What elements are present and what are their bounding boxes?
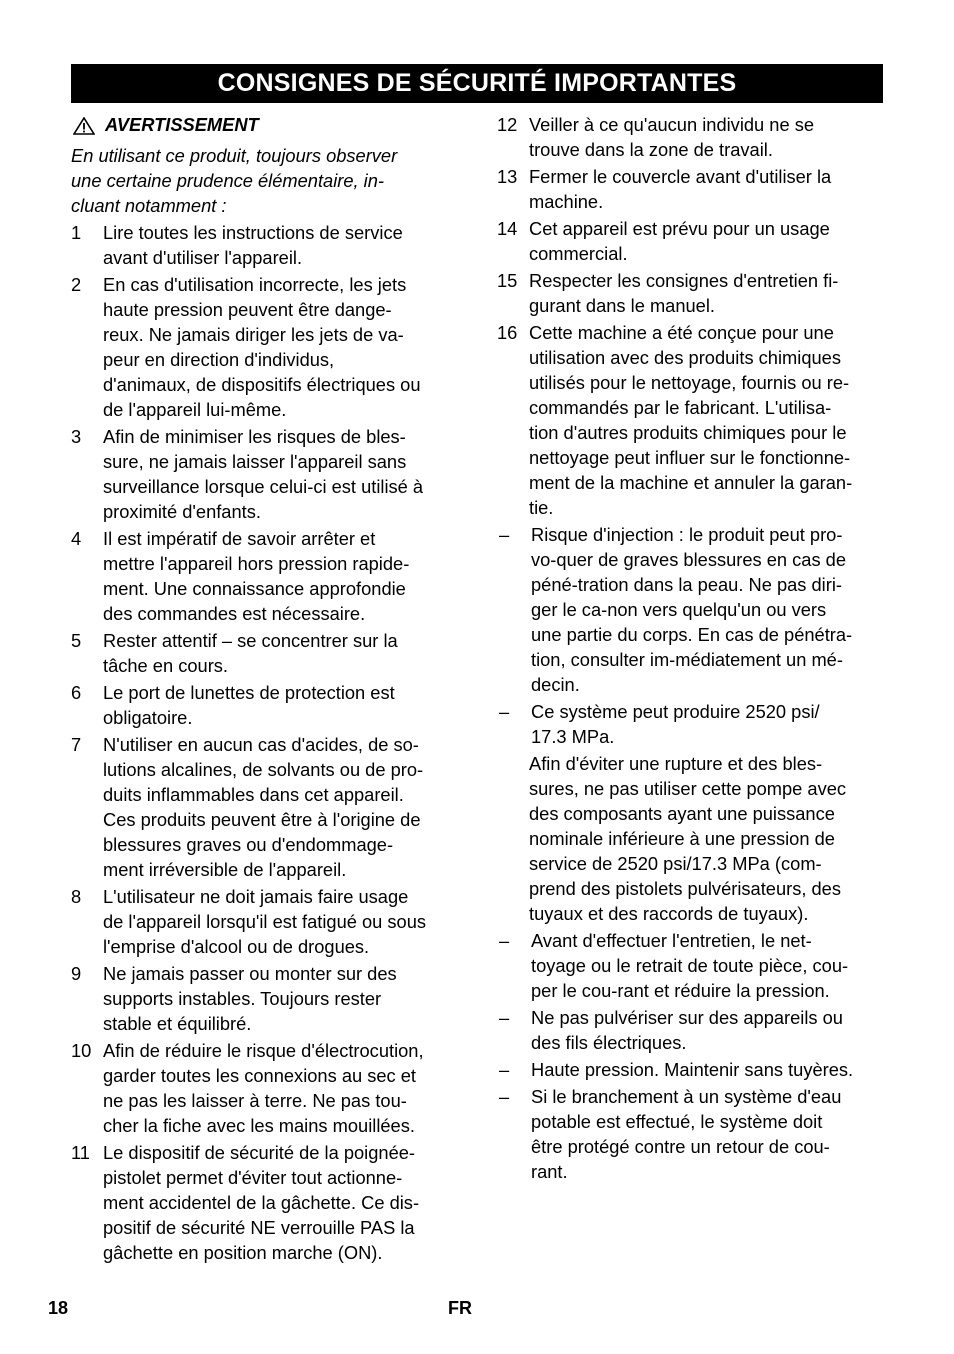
item-text: Haute pression. Maintenir sans tuyères. — [531, 1059, 854, 1080]
dash-item-list — [497, 522, 889, 1184]
list-item — [71, 680, 463, 730]
item-text: Ne pas pulvériser sur des appareils ou des fils électriques. — [531, 1007, 843, 1053]
item-number: 2 — [71, 274, 82, 295]
dash-bullet: – — [499, 524, 510, 545]
item-number: 1 — [71, 222, 82, 243]
dash-bullet: – — [499, 930, 510, 951]
item-text: Rester attentif – se concentrer sur la tâche en cours. — [103, 630, 398, 676]
warning-intro: En utilisant ce produit, toujours observer une certaine prudence élémentaire, in- cluant notamment : — [71, 145, 398, 216]
warning-triangle-icon — [73, 116, 95, 134]
item-text: Cette machine a été conçue pour une utilisation avec des produits chimiques utilisés pour le nettoyage, fournis ou re- commandés par le fabricant. L'utilisa- tion d'autres produits chimiques pour le nettoyage peut influer sur le fonctionne- ment de la machine et annuler la garan- tie. — [529, 322, 853, 518]
item-number: 3 — [71, 426, 82, 447]
list-item — [497, 268, 889, 318]
list-item — [71, 1140, 463, 1265]
dash-item — [497, 522, 889, 697]
list-item — [71, 732, 463, 882]
dash-item — [497, 1084, 889, 1184]
dash-bullet: – — [499, 701, 510, 722]
item-text: Ne jamais passer ou monter sur des supports instables. Toujours rester stable et équilibré. — [103, 963, 397, 1034]
dash-bullet: – — [499, 1059, 510, 1080]
item-text: En cas d'utilisation incorrecte, les jets haute pression peuvent être dange- reux. Ne jamais diriger les jets de va- peur en direction d'individus, d'animaux, de dispositifs électriques ou de l'appareil lui-même. — [103, 274, 421, 420]
item-text: Afin de minimiser les risques de bles- sure, ne jamais laisser l'appareil sans surveillance lorsque celui-ci est utilisé à proximité d'enfants. — [103, 426, 424, 522]
item-text: Lire toutes les instructions de service avant d'utiliser l'appareil. — [103, 222, 403, 268]
item-number: 10 — [71, 1040, 92, 1061]
item-number: 13 — [497, 166, 518, 187]
item-number: 12 — [497, 114, 518, 135]
item-text: Si le branchement à un système d'eau potable est effectué, le système doit être protégé contre un retour de cou- rant. — [531, 1086, 842, 1182]
right-column — [497, 112, 889, 1184]
list-item — [71, 272, 463, 422]
item-text: Avant d'effectuer l'entretien, le net- toyage ou le retrait de toute pièce, cou- per le cou-rant et réduire la pression. — [531, 930, 849, 1001]
list-item — [71, 220, 463, 270]
item-number: 16 — [497, 322, 518, 343]
item-text: Risque d'injection : le produit peut pro- vo-quer de graves blessures en cas de péné-tration dans la peau. Ne pas diri- ger le ca-non vers quelqu'un ou vers une partie du corps. En cas de pénétra- tion, consulter im-médiatement un mé- decin. — [531, 524, 853, 695]
warning-label: AVERTISSEMENT — [105, 114, 259, 135]
page-title: CONSIGNES DE SÉCURITÉ IMPORTANTES — [217, 69, 737, 97]
item-text: Le port de lunettes de protection est obligatoire. — [103, 682, 395, 728]
item-text: Ce système peut produire 2520 psi/ 17.3 MPa. — [531, 701, 820, 747]
item-number: 6 — [71, 682, 82, 703]
item-number: 11 — [71, 1142, 90, 1163]
item-text: Afin de réduire le risque d'électrocution, garder toutes les connexions au sec et ne pas les laisser à terre. Ne pas tou- cher la fiche avec les mains mouillées. — [103, 1040, 424, 1136]
left-item-list — [71, 220, 463, 1265]
dash-bullet: – — [499, 1007, 510, 1028]
list-item — [71, 961, 463, 1036]
item-number: 5 — [71, 630, 82, 651]
list-item — [71, 884, 463, 959]
dash-item — [497, 699, 889, 749]
page-number: 18 — [48, 1298, 69, 1318]
item-text: Respecter les consignes d'entretien fi- gurant dans le manuel. — [529, 270, 839, 316]
pressure-paragraph: Afin d'éviter une rupture et des bles- sures, ne pas utiliser cette pompe avec des composants ayant une puissance nominale inférieure à une pression de service de 2520 psi/17.3 MPa (com- prend des pistolets pulvérisateurs, des tuyaux et des raccords de tuyaux). — [529, 753, 847, 924]
left-column — [71, 112, 463, 1265]
item-number: 9 — [71, 963, 82, 984]
list-item — [497, 320, 889, 520]
item-text: Fermer le couvercle avant d'utiliser la machine. — [529, 166, 832, 212]
dash-bullet: – — [499, 1086, 510, 1107]
warning-heading — [71, 112, 463, 137]
item-text: Il est impératif de savoir arrêter et mettre l'appareil hors pression rapide- ment. Une connaissance approfondie des commandes est nécessaire. — [103, 528, 410, 624]
item-number: 14 — [497, 218, 518, 239]
list-item — [71, 526, 463, 626]
list-item — [71, 628, 463, 678]
list-item — [497, 112, 889, 162]
right-item-list — [497, 112, 889, 520]
item-text: L'utilisateur ne doit jamais faire usage de l'appareil lorsqu'il est fatigué ou sous l'emprise d'alcool ou de drogues. — [103, 886, 427, 957]
list-item — [71, 1038, 463, 1138]
item-text: Veiller à ce qu'aucun individu ne se trouve dans la zone de travail. — [529, 114, 815, 160]
list-item — [497, 164, 889, 214]
language-code: FR — [448, 1298, 472, 1318]
item-number: 7 — [71, 734, 82, 755]
dash-item — [497, 1005, 889, 1055]
item-number: 15 — [497, 270, 518, 291]
item-text: Le dispositif de sécurité de la poignée- pistolet permet d'éviter tout actionne- ment accidentel de la gâchette. Ce dis- positif de sécurité NE verrouille PAS la gâchette en position marche (ON). — [103, 1142, 420, 1263]
item-number: 8 — [71, 886, 82, 907]
list-item — [497, 216, 889, 266]
dash-item — [497, 928, 889, 1003]
item-text: Cet appareil est prévu pour un usage commercial. — [529, 218, 830, 264]
list-item — [71, 424, 463, 524]
item-text: N'utiliser en aucun cas d'acides, de so- lutions alcalines, de solvants ou de pro- duits inflammables dans cet appareil. Ces produits peuvent être à l'origine de blessures graves ou d'endommage- ment irréversible de l'appareil. — [103, 734, 424, 880]
section-title-bar — [71, 64, 883, 103]
dash-item — [497, 1057, 889, 1082]
item-number: 4 — [71, 528, 82, 549]
